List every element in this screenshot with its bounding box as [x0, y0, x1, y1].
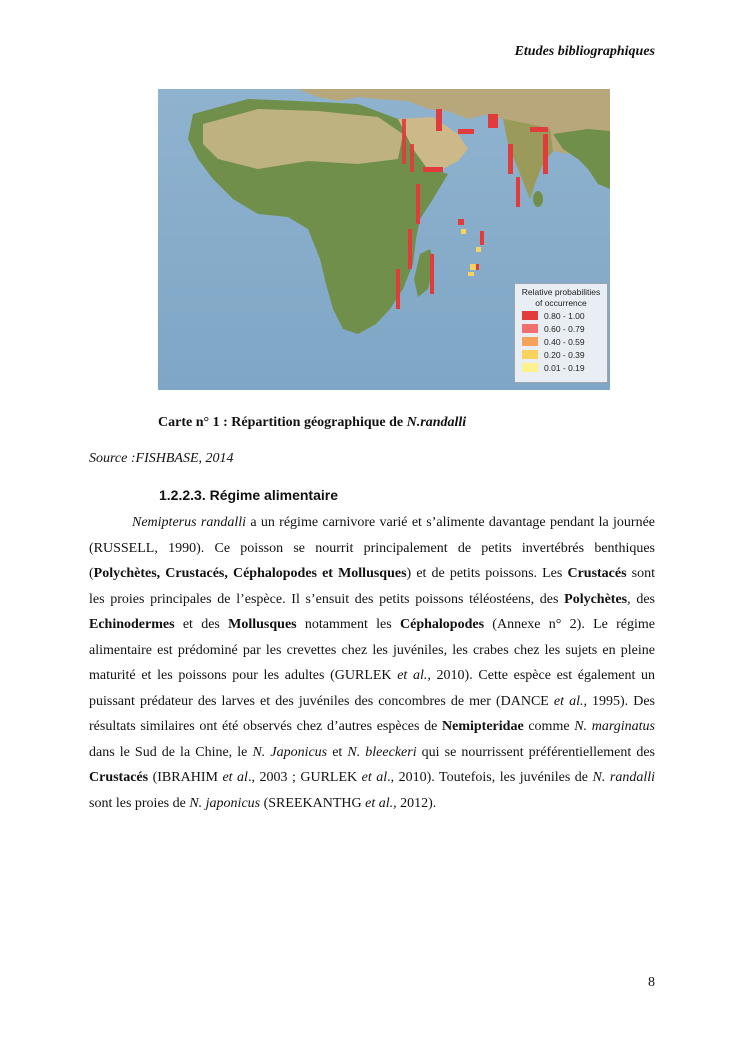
- paragraph-segment: N. Japonicus: [252, 744, 328, 760]
- paragraph-segment: sont les proies de: [89, 795, 190, 811]
- paragraph-segment: et: [327, 744, 348, 760]
- legend-row: [522, 335, 607, 348]
- legend-swatch: [522, 324, 538, 333]
- paragraph-segment: N. marginatus: [574, 719, 655, 734]
- legend-row: [522, 322, 607, 335]
- paragraph-segment: Polychètes: [564, 591, 628, 607]
- running-header: Etudes bibliographiques: [514, 44, 655, 59]
- map-source: Source :FISHBASE, 2014: [89, 451, 234, 466]
- legend-title-line1: Relative probabilities: [521, 287, 601, 297]
- paragraph-segment: sont les proies principales de l’espèce. Il s’ensuit des petits poissons téléostéens, des: [89, 566, 656, 607]
- paragraph-segment: notamment les: [296, 617, 400, 632]
- paragraph-segment: Céphalopodes: [400, 617, 485, 632]
- legend-swatch: [522, 337, 538, 346]
- paragraph-segment: 2012).: [396, 795, 437, 811]
- paragraph-segment: , des: [627, 591, 655, 607]
- paragraph-segment: ., 2003 ; GURLEK: [247, 770, 362, 785]
- distribution-map: [158, 89, 610, 390]
- land-sri-lanka: [533, 191, 543, 207]
- legend-row: [522, 309, 607, 322]
- caption-prefix: Carte n° 1 : Répartition géographique de: [158, 415, 407, 430]
- paragraph-segment: Polychètes, Crustacés, Céphalopodes et Mollusques: [93, 566, 407, 581]
- legend-swatch: [522, 350, 538, 359]
- paragraph-segment: et des: [174, 617, 229, 632]
- paragraph-segment: 1995). Des résultats similaires ont été observés chez d’autres espèces de: [89, 693, 656, 734]
- legend-row: [522, 361, 607, 374]
- map-caption: [158, 415, 466, 431]
- paragraph-segment: Crustacés: [89, 770, 149, 785]
- legend-swatch: [522, 311, 538, 320]
- section-title: 1.2.2.3. Régime alimentaire: [159, 487, 338, 503]
- paragraph-segment: et al.,: [397, 668, 431, 683]
- legend-label: 0.80 - 1.00: [544, 310, 585, 321]
- paragraph-segment: (Annexe n° 2). Le régime alimentaire est prédominé par les crevettes chez les juvéniles, les crabes chez les sujets en pleine maturité et les poissons pour les adultes (GURLEK: [89, 617, 655, 683]
- paragraph-segment: Mollusques: [228, 617, 297, 632]
- paragraph-segment: et al: [361, 770, 388, 785]
- paragraph-segment: et al.,: [553, 693, 587, 709]
- legend-title: [515, 287, 607, 309]
- body-paragraph: [89, 510, 655, 816]
- paragraph-segment: Nemipterus randalli: [132, 515, 246, 530]
- page-number: 8: [648, 975, 655, 990]
- caption-species: N.randalli: [406, 415, 467, 430]
- legend-label: 0.60 - 0.79: [544, 323, 585, 334]
- paragraph-segment: N. japonicus: [189, 795, 261, 811]
- legend-title-line2: of occurrence: [535, 298, 587, 308]
- paragraph-segment: N. bleeckeri: [347, 744, 417, 760]
- paragraph-segment: (SREEKANTHG: [260, 795, 366, 811]
- paragraph-segment: 2010). Cette espèce est également un puissant prédateur des larves et des juvéniles des concombres de mer (DANCE: [89, 668, 656, 709]
- land-sahara: [203, 109, 403, 169]
- paragraph-segment: Crustacés: [567, 566, 627, 581]
- paragraph-segment: (IBRAHIM: [148, 770, 223, 785]
- paragraph-segment: ., 2010). Toutefois, les juvéniles de: [387, 770, 593, 785]
- paragraph-segment: N. randalli: [592, 770, 655, 785]
- legend-swatch: [522, 363, 538, 372]
- legend-row: [522, 348, 607, 361]
- legend-label: 0.20 - 0.39: [544, 349, 585, 360]
- legend-label: 0.40 - 0.59: [544, 336, 585, 347]
- paragraph-segment: qui se nourrissent préférentiellement des: [416, 744, 655, 760]
- paragraph-segment: comme: [523, 719, 575, 734]
- paragraph-segment: et al.,: [365, 795, 397, 811]
- legend-label: 0.01 - 0.19: [544, 362, 585, 373]
- map-legend: [514, 283, 608, 383]
- paragraph-segment: et al: [222, 770, 248, 785]
- paragraph-segment: ) et de petits poissons. Les: [406, 566, 568, 581]
- paragraph-segment: Echinodermes: [89, 617, 175, 632]
- paragraph-segment: a un régime carnivore varié et s’alimente davantage pendant la journée (RUSSELL, 1990). Ce poisson se nourrit principalement de petits invertébrés benthiques (: [89, 515, 656, 581]
- paragraph-segment: dans le Sud de la Chine, le: [89, 744, 253, 760]
- paragraph-segment: Nemipteridae: [442, 719, 524, 734]
